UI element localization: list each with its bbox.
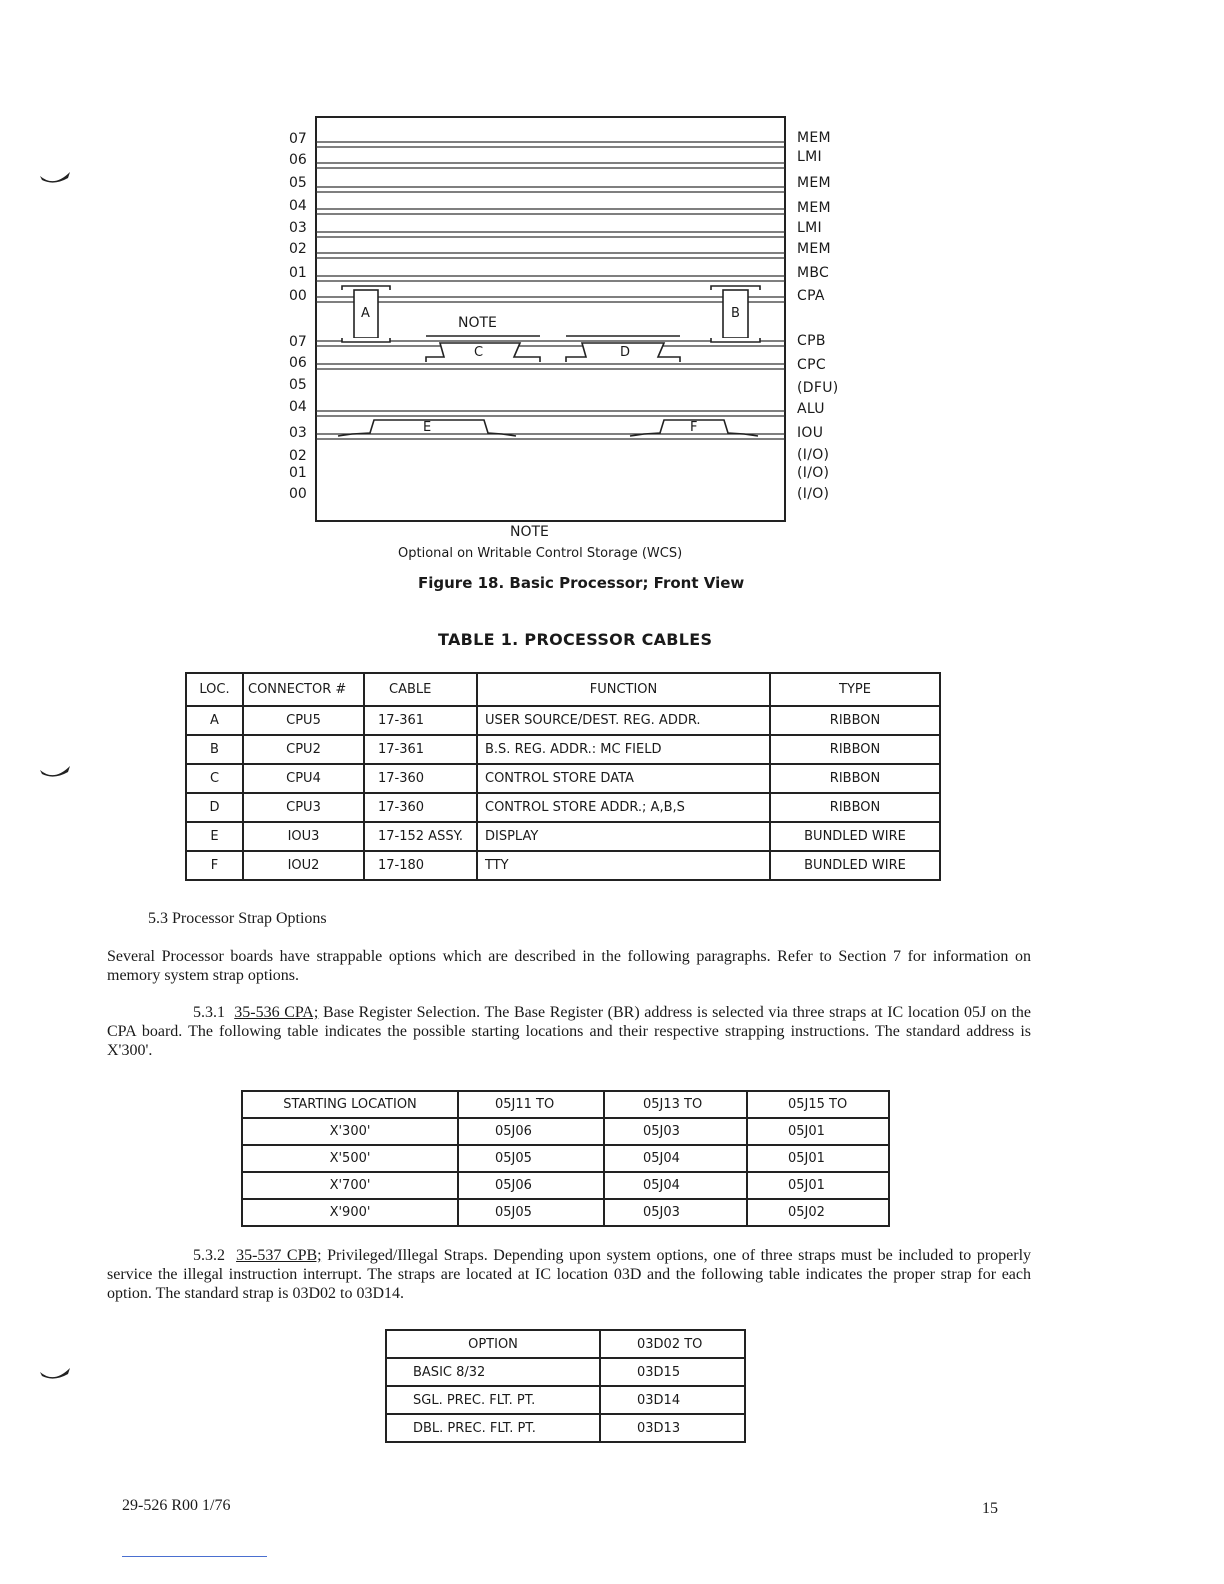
slot-number: 00 (289, 486, 307, 502)
board-label: MEM (797, 200, 831, 216)
section-heading: 5.3 Processor Strap Options (148, 910, 327, 927)
figure-note-marker: NOTE (458, 315, 497, 331)
cell: 05J03 (604, 1199, 747, 1226)
table-row (386, 1358, 745, 1386)
cell: A (186, 706, 243, 735)
card-label-a: A (361, 306, 370, 321)
board-label: CPB (797, 333, 826, 349)
paragraph-5-3-2 (107, 1246, 1031, 1303)
cell: RIBBON (770, 735, 940, 764)
cell: 05J06 (458, 1118, 604, 1145)
cell: RIBBON (770, 793, 940, 822)
board-reference: 35-537 CPB; (236, 1247, 322, 1264)
slot-number: 02 (289, 448, 307, 464)
slot-number: 07 (289, 334, 307, 350)
cell: 05J03 (604, 1118, 747, 1145)
cell: 17-360 (364, 764, 477, 793)
table-row (242, 1172, 889, 1199)
cell: X'300' (242, 1118, 458, 1145)
table-1-title: TABLE 1. PROCESSOR CABLES (438, 630, 713, 649)
board-label: CPC (797, 357, 826, 373)
cell: B.S. REG. ADDR.: MC FIELD (477, 735, 770, 764)
card-label-f: F (690, 420, 698, 435)
footer-rule (122, 1556, 267, 1557)
binder-hole-mark (40, 1368, 70, 1382)
paragraph-5-3-1 (107, 1003, 1031, 1060)
board-label: CPA (797, 288, 825, 304)
slot-number: 03 (289, 425, 307, 441)
cell: CPU5 (243, 706, 364, 735)
column-header: 03D02 TO (600, 1330, 745, 1358)
cell: 05J01 (747, 1172, 889, 1199)
cell: 17-361 (364, 735, 477, 764)
table-row (242, 1199, 889, 1226)
card-label-e: E (423, 420, 432, 435)
column-header: CABLE (364, 673, 477, 706)
board-label: MEM (797, 241, 831, 257)
table-row (242, 1145, 889, 1172)
cell: 03D14 (600, 1386, 745, 1414)
board-label: (I/O) (797, 486, 830, 502)
slot-number: 04 (289, 198, 307, 214)
paragraph-body: Privileged/Illegal Straps. Depending upon system options, one of three straps must be included to properly service the illegal instruction interrupt. The straps are located at IC location 03D and the following table indicates the proper strap for each option. The standard strap is 03D02 to 03D14. (107, 1247, 1032, 1302)
board-label: (DFU) (797, 380, 839, 396)
column-header: 05J15 TO (747, 1091, 889, 1118)
table-row (186, 793, 940, 822)
cell: 05J01 (747, 1118, 889, 1145)
table-row (186, 735, 940, 764)
cell: D (186, 793, 243, 822)
paragraph-number: 5.3.1 (193, 1004, 225, 1021)
slot-number: 02 (289, 241, 307, 257)
table-row (186, 764, 940, 793)
document-number: 29-526 R00 1/76 (122, 1497, 231, 1514)
board-label: LMI (797, 220, 822, 236)
cell: BUNDLED WIRE (770, 822, 940, 851)
paragraph-number: 5.3.2 (193, 1247, 225, 1264)
cell: 17-152 ASSY. (364, 822, 477, 851)
column-header: LOC. (186, 673, 243, 706)
cell: 05J04 (604, 1172, 747, 1199)
table-row (186, 822, 940, 851)
slot-number: 03 (289, 220, 307, 236)
table-row (386, 1414, 745, 1442)
board-label: IOU (797, 425, 824, 441)
column-header: FUNCTION (477, 673, 770, 706)
chassis-diagram (0, 0, 1224, 600)
board-label: LMI (797, 149, 822, 165)
cell: 17-360 (364, 793, 477, 822)
cell: TTY (477, 851, 770, 880)
cell: DBL. PREC. FLT. PT. (386, 1414, 600, 1442)
cell: 05J06 (458, 1172, 604, 1199)
table-header-row (242, 1091, 889, 1118)
card-label-b: B (731, 306, 740, 321)
cell: 05J04 (604, 1145, 747, 1172)
cell: IOU2 (243, 851, 364, 880)
table-row (242, 1118, 889, 1145)
slot-number: 01 (289, 465, 307, 481)
cell: 05J01 (747, 1145, 889, 1172)
card-label-c: C (474, 345, 484, 360)
card-label-d: D (620, 345, 631, 360)
board-label: (I/O) (797, 447, 830, 463)
cell: 17-180 (364, 851, 477, 880)
table-row (186, 851, 940, 880)
note-text: Optional on Writable Control Storage (WCS) (398, 546, 683, 561)
section-intro: Several Processor boards have strappable options which are described in the following paragraphs. Refer to Section 7 for information on memory system strap options. (107, 948, 1031, 984)
cell: BUNDLED WIRE (770, 851, 940, 880)
slot-number: 06 (289, 152, 307, 168)
cell: RIBBON (770, 706, 940, 735)
illegal-strap-table (385, 1329, 746, 1443)
cell: X'500' (242, 1145, 458, 1172)
note-label: NOTE (510, 524, 549, 540)
cell: SGL. PREC. FLT. PT. (386, 1386, 600, 1414)
cell: CONTROL STORE DATA (477, 764, 770, 793)
cell: C (186, 764, 243, 793)
board-label: (I/O) (797, 465, 830, 481)
cell: CPU3 (243, 793, 364, 822)
cell: CONTROL STORE ADDR.; A,B,S (477, 793, 770, 822)
cell: IOU3 (243, 822, 364, 851)
binder-hole-mark (40, 172, 70, 186)
cell: 05J05 (458, 1199, 604, 1226)
column-header: OPTION (386, 1330, 600, 1358)
board-label: ALU (797, 401, 825, 417)
slot-number: 04 (289, 399, 307, 415)
cell: X'700' (242, 1172, 458, 1199)
table-row (386, 1386, 745, 1414)
column-header: STARTING LOCATION (242, 1091, 458, 1118)
cell: USER SOURCE/DEST. REG. ADDR. (477, 706, 770, 735)
cell: CPU2 (243, 735, 364, 764)
paragraph-body: Base Register Selection. The Base Register (BR) address is selected via three straps at IC location 05J on the CPA board. The following table indicates the possible starting locations and their respective strapping instructions. The standard address is X'300'. (107, 1004, 1032, 1059)
cell: 03D13 (600, 1414, 745, 1442)
cell: RIBBON (770, 764, 940, 793)
slot-number: 01 (289, 265, 307, 281)
table-header-row (186, 673, 940, 706)
base-register-table (241, 1090, 890, 1227)
slot-number: 05 (289, 377, 307, 393)
figure-caption: Figure 18. Basic Processor; Front View (418, 574, 745, 592)
column-header: TYPE (770, 673, 940, 706)
slot-number: 06 (289, 355, 307, 371)
column-header: 05J11 TO (458, 1091, 604, 1118)
table-row (186, 706, 940, 735)
table-header-row (386, 1330, 745, 1358)
slot-number: 07 (289, 131, 307, 147)
cell: DISPLAY (477, 822, 770, 851)
cell: 17-361 (364, 706, 477, 735)
column-header: 05J13 TO (604, 1091, 747, 1118)
cell: 05J05 (458, 1145, 604, 1172)
binder-hole-mark (40, 766, 70, 780)
page-number: 15 (982, 1500, 998, 1517)
cell: 03D15 (600, 1358, 745, 1386)
column-header: CONNECTOR # (243, 673, 364, 706)
board-reference: 35-536 CPA; (234, 1004, 319, 1021)
cell: X'900' (242, 1199, 458, 1226)
cell: BASIC 8/32 (386, 1358, 600, 1386)
board-label: MBC (797, 265, 830, 281)
slot-number: 00 (289, 288, 307, 304)
cell: E (186, 822, 243, 851)
cell: 05J02 (747, 1199, 889, 1226)
board-label: MEM (797, 130, 831, 146)
figure-18 (0, 0, 1224, 600)
board-label: MEM (797, 175, 831, 191)
cell: F (186, 851, 243, 880)
cell: CPU4 (243, 764, 364, 793)
slot-number: 05 (289, 175, 307, 191)
cell: B (186, 735, 243, 764)
processor-cables-table (185, 672, 941, 881)
